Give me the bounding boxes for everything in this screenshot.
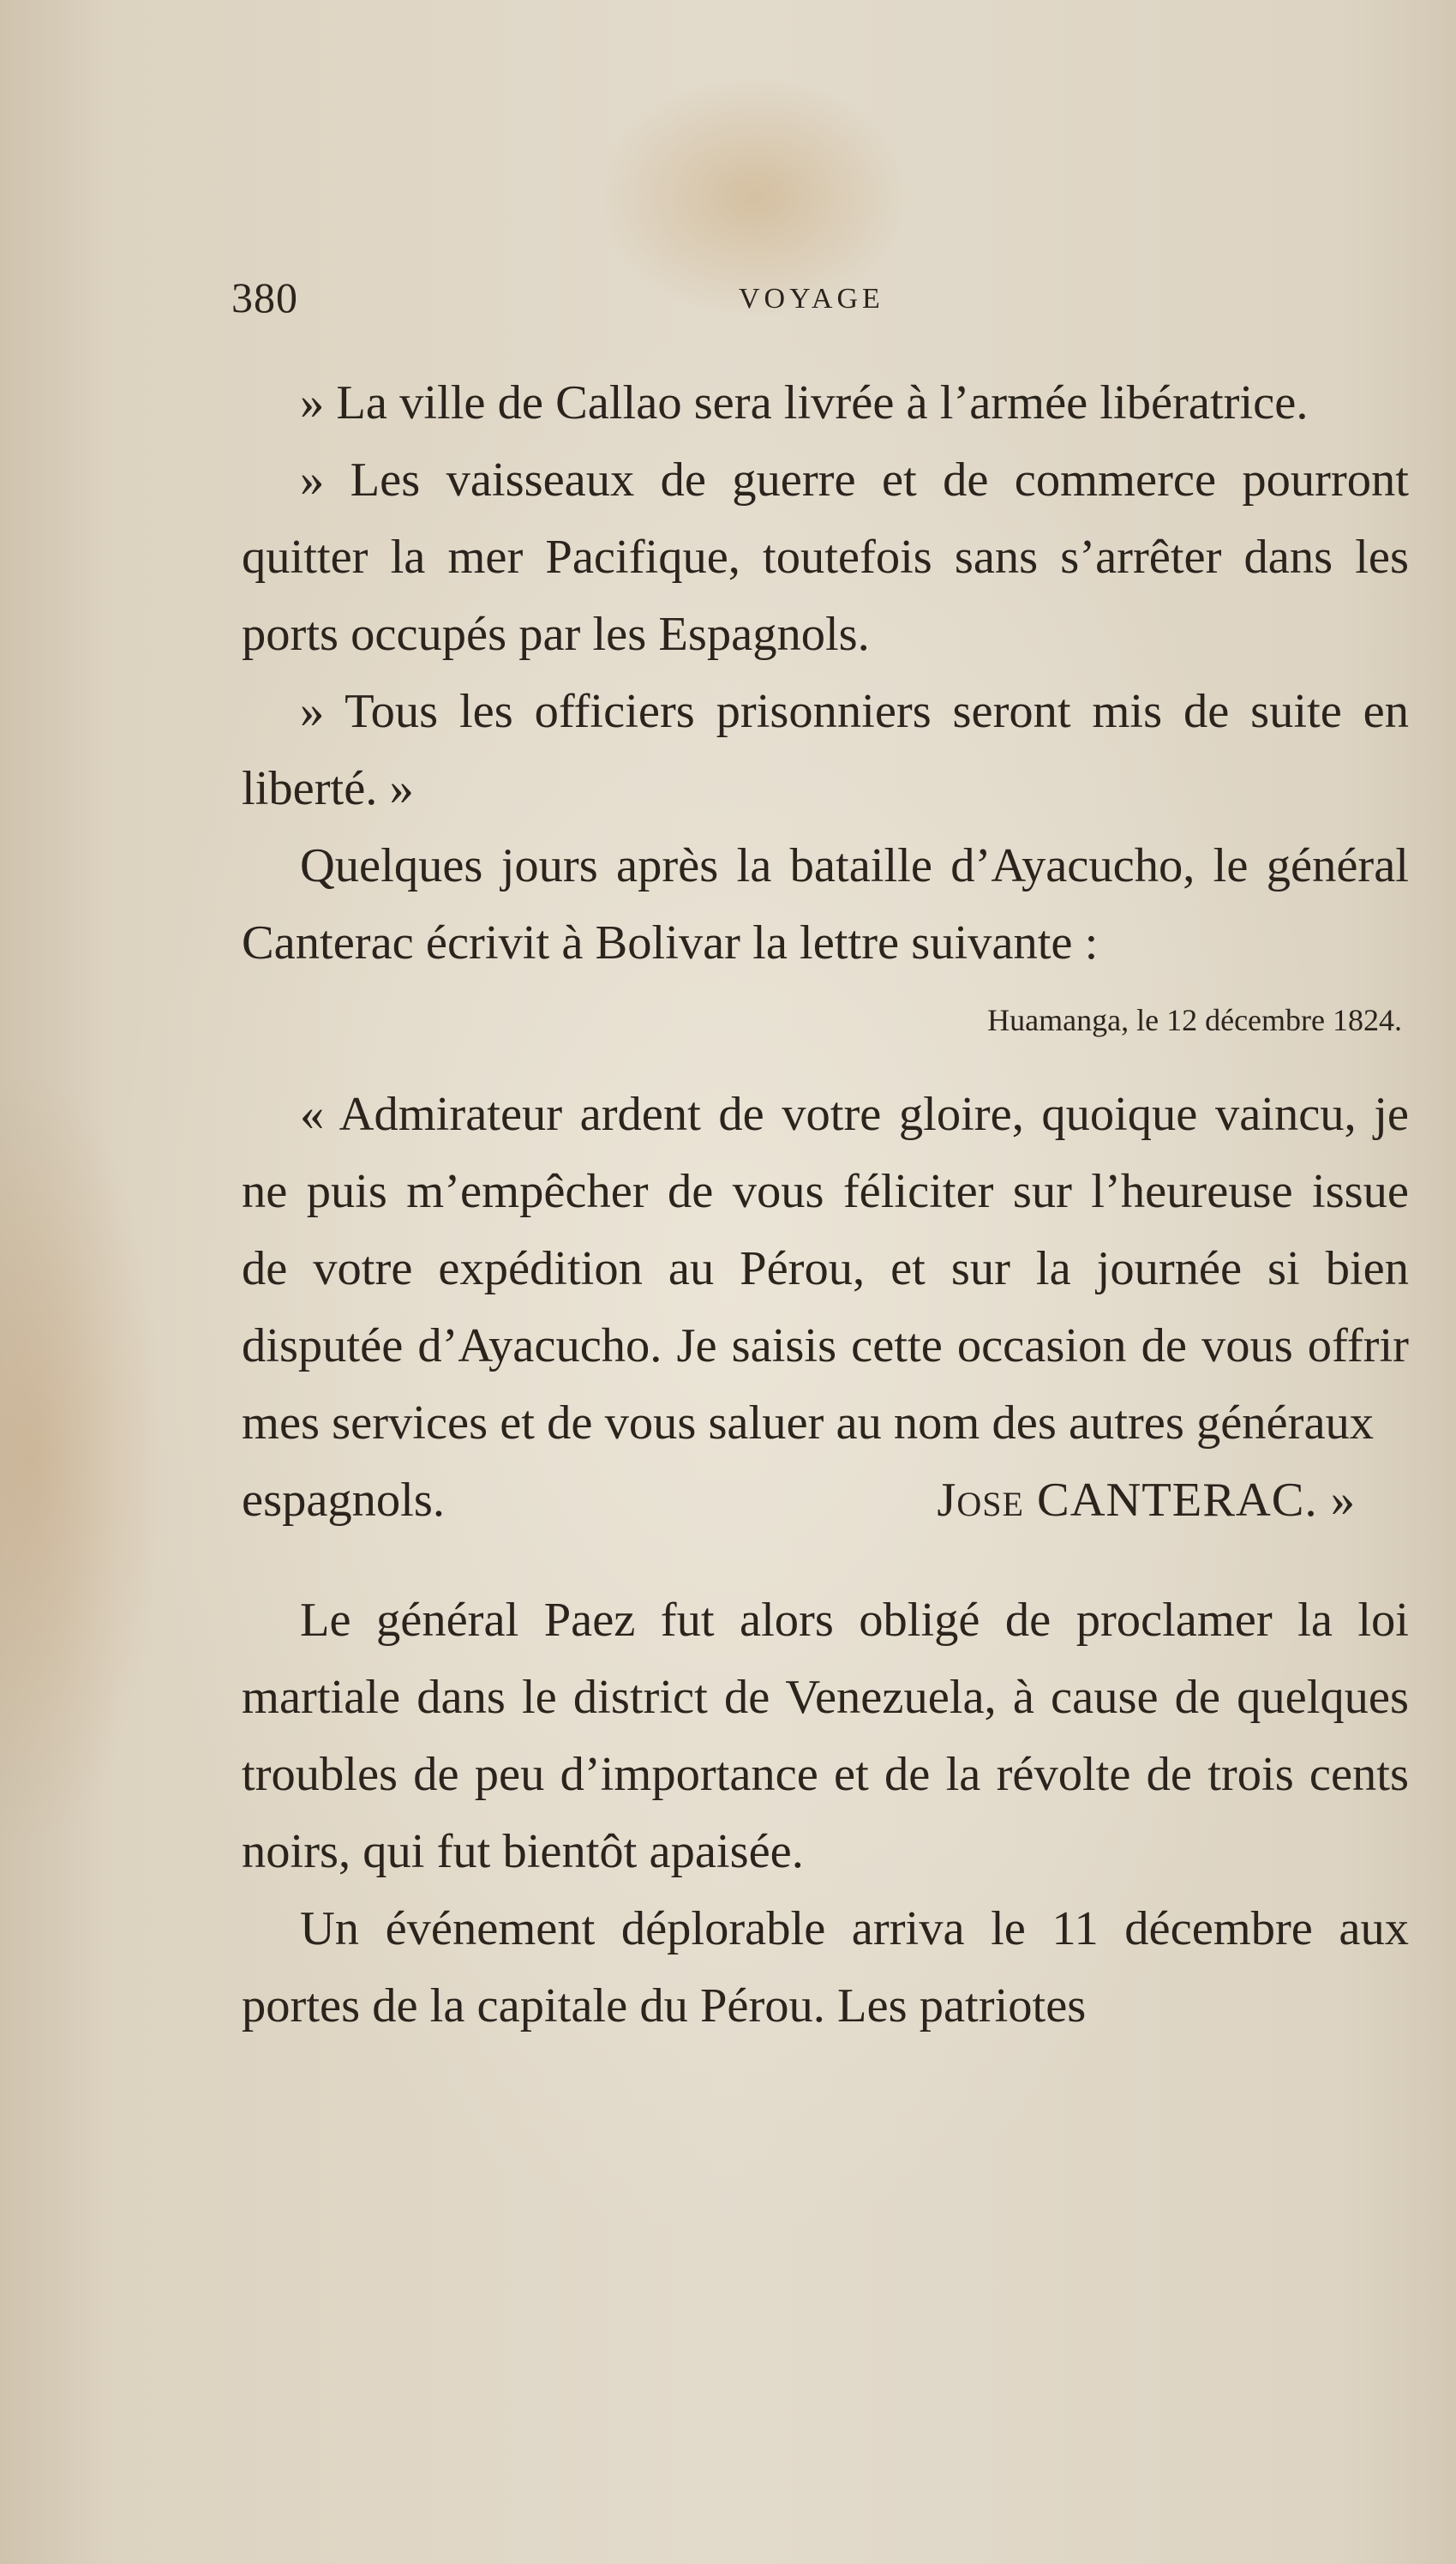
letter-closing-word: espagnols.: [242, 1474, 445, 1527]
letter-signature: Jose CANTERAC. »: [937, 1474, 1356, 1527]
paragraph-canterac-letter-intro: Quelques jours après la bataille d’Ayacucho, le général Canterac écrivit à Bolivar la lettre suivante :: [242, 839, 1409, 970]
letter-dateline: Huamanga, le 12 décembre 1824.: [987, 1003, 1402, 1037]
letter-block: [242, 1076, 1409, 1539]
paragraph-prisoners: » Tous les officiers prisonniers seront mis de suite en liberté. »: [242, 685, 1409, 815]
letter-signature-line: [242, 1462, 1409, 1539]
paragraph-callao: » La ville de Callao sera livrée à l’armée libératrice.: [300, 376, 1309, 429]
after-letter-block: [242, 1582, 1409, 2045]
running-head: [231, 273, 1412, 324]
page-number: 380: [231, 273, 298, 321]
paragraph-vessels: » Les vaisseaux de guerre et de commerce pourront quitter la mer Pacifique, toutefois sans s’arrêter dans les ports occupés par les Espagnols.: [242, 453, 1409, 661]
running-title: VOYAGE: [739, 283, 884, 315]
paragraph-paez: Le général Paez fut alors obligé de proclamer la loi martiale dans le district de Venezuela, à cause de quelques troubles de peu d’importance et de la révolte de trois cents noirs, qui fut bientôt apaisée.: [242, 1594, 1409, 1878]
letter-body: « Admirateur ardent de votre gloire, quoique vaincu, je ne puis m’empêcher de vous féliciter sur l’heureuse issue de votre expédition au Pérou, et sur la journée si bien disputée d’Ayacucho. Je saisis cette occasion de vous offrir mes services et de vous saluer au nom des autres généraux: [242, 1088, 1409, 1450]
body-text: [242, 364, 1409, 2045]
paragraph-event: Un événement déplorable arriva le 11 décembre aux portes de la capitale du Pérou. Les patriotes: [242, 1902, 1409, 2033]
